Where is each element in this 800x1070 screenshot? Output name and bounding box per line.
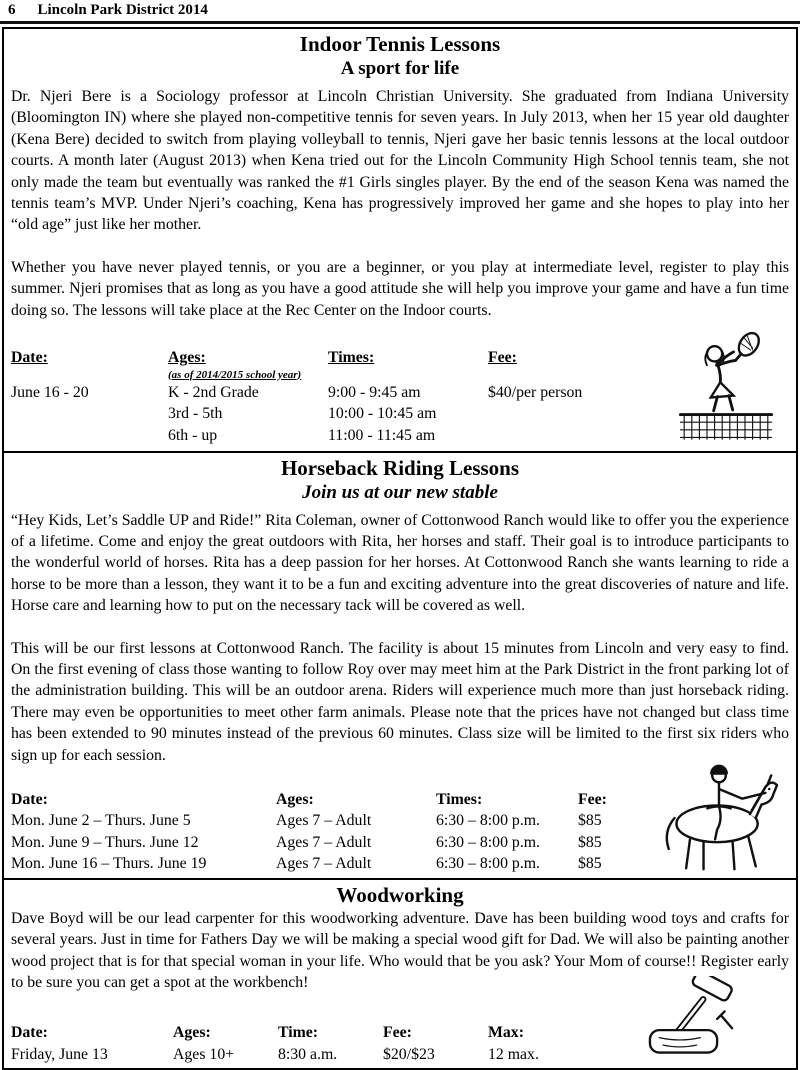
table-cell: 6:30 – 8:00 p.m. — [436, 833, 540, 851]
woodworking-header-time: Time: — [278, 1024, 319, 1041]
table-cell: Mon. June 9 – Thurs. June 12 — [11, 833, 199, 851]
table-cell: Ages 7 – Adult — [276, 812, 372, 829]
page-number: 6 — [8, 2, 16, 18]
woodworking-header-max: Max: — [488, 1024, 524, 1041]
table-cell: $85 — [578, 855, 602, 872]
table-cell: 6:30 – 8:00 p.m. — [436, 812, 540, 829]
tennis-ages-note: (as of 2014/2015 school year) — [168, 368, 302, 381]
table-cell: $85 — [578, 833, 602, 851]
table-cell: Mon. June 16 – Thurs. June 19 — [11, 855, 207, 872]
page-title: Lincoln Park District 2014 — [37, 2, 208, 18]
tennis-header-times: Times: — [328, 349, 375, 366]
section-indoor-tennis — [2, 27, 798, 453]
table-cell: $20/$23 — [383, 1045, 435, 1063]
table-cell: June 16 - 20 — [11, 383, 89, 401]
tennis-schedule-table — [11, 347, 789, 446]
horseback-header-date: Date: — [11, 790, 48, 808]
horseback-header-ages: Ages: — [276, 790, 314, 808]
table-cell: Friday, June 13 — [11, 1045, 108, 1063]
page-header — [0, 0, 800, 20]
table-cell: 12 max. — [488, 1045, 539, 1063]
tennis-subtitle: A sport for life — [340, 58, 460, 79]
tennis-player-icon — [678, 331, 774, 445]
tennis-paragraph-2: Whether you have never played tennis, or you are a beginner, or you play at intermediate level, register to play this summer. Njeri promises that as long as you have a good attitude she will help you improve your game and have a fun time doing so. The lessons will take place at the Rec Center on the Indoor courts. — [11, 258, 789, 319]
woodworking-paragraph-1: Dave Boyd will be our lead carpenter for this woodworking adventure. Dave has been building wood toys and crafts for several years. Just in time for Fathers Day we will be making a special wood gift for Dad. We will also be painting another wood project that is for that special woman in your life. Who would that be you ask? Your Mom of course!! Register early to be sure you can get a spot at the workbench! — [11, 910, 789, 992]
horseback-paragraph-2: This will be our first lessons at Cottonwood Ranch. The facility is about 15 minutes from Lincoln and very easy to find. On the first evening of class those wanting to follow Roy over may meet him at the Park District in the front parking lot of the administration building. This will be an outdoor arena. Riders will experience much more than just horseback riding. There may even be opportunities to meet other farm animals. Please note that the prices have not changed but class time has been extended to 90 minutes instead of the previous 60 minutes. Class size will be limited to the first six riders who sign up for each session. — [11, 639, 789, 764]
woodworking-title: Woodworking — [336, 883, 464, 907]
woodworking-tools-icon — [644, 976, 738, 1060]
table-cell — [11, 403, 168, 425]
table-cell: Ages 7 – Adult — [276, 833, 372, 851]
tennis-header-ages: Ages: — [168, 349, 206, 366]
table-cell: 11:00 - 11:45 am — [328, 426, 436, 444]
table-cell: Ages 10+ — [173, 1045, 235, 1063]
tennis-header-date: Date: — [11, 349, 48, 366]
table-cell: K - 2nd Grade — [168, 383, 259, 401]
table-cell: 9:00 - 9:45 am — [328, 383, 421, 401]
section-horseback-riding — [2, 451, 798, 881]
table-cell: 6th - up — [168, 426, 218, 444]
horseback-header-fee: Fee: — [578, 790, 607, 808]
table-cell — [11, 425, 168, 447]
table-cell: 8:30 a.m. — [278, 1045, 338, 1063]
woodworking-header-fee: Fee: — [383, 1024, 412, 1041]
woodworking-header-ages: Ages: — [173, 1024, 211, 1041]
table-cell: Ages 7 – Adult — [276, 855, 372, 872]
horseback-header-times: Times: — [436, 790, 483, 808]
table-cell: 10:00 - 10:45 am — [328, 405, 437, 422]
table-cell: Mon. June 2 – Thurs. June 5 — [11, 812, 191, 829]
horseback-paragraph-1: “Hey Kids, Let’s Saddle UP and Ride!” Rita Coleman, owner of Cottonwood Ranch would like to offer you the experience of a lifetime. Come and enjoy the great outdoors with Rita, her horses and staff. Their goal is to introduce participants to the wonderful world of horses. Rita has a deep passion for her horses. At Cottonwood Ranch she wants learning to ride a horse to be more than a lesson, they want it to be a fun and exciting adventure into the great discoveries of nature and life. Horse care and learning how to put on the necessary tack will be covered as well. — [11, 511, 789, 615]
table-cell: 6:30 – 8:00 p.m. — [436, 855, 540, 872]
section-woodworking — [2, 878, 798, 1070]
horseback-subtitle: Join us at our new stable — [302, 481, 498, 503]
tennis-header-fee: Fee: — [488, 349, 517, 366]
tennis-title: Indoor Tennis Lessons — [299, 32, 501, 56]
table-cell: $40/per person — [488, 383, 583, 401]
table-cell: $85 — [578, 812, 602, 829]
horseback-title: Horseback Riding Lessons — [280, 455, 520, 480]
woodworking-header-date: Date: — [11, 1024, 48, 1041]
table-cell: 3rd - 5th — [168, 405, 223, 422]
header-rule — [0, 21, 800, 24]
tennis-paragraph-1: Dr. Njeri Bere is a Sociology professor at Lincoln Christian University. She graduated from Indiana University (Bloomington IN) where she played non-competitive tennis for seven years. In July 2013, when her 15 year old daughter (Kena Bere) decided to switch from playing volleyball to tennis, Njeri gave her basic tennis lessons at the local outdoor courts. A month later (August 2013) when Kena tried out for the Lincoln Community High School tennis team, she not only made the team but eventually was ranked the #1 Girls singles player. By the end of the season Kena was named the tennis team’s MVP. Under Njeri’s coaching, Kena has progressively improved her game and she hopes to play into her “old age” just like her mother. — [11, 88, 789, 234]
horse-rider-icon — [650, 760, 788, 876]
